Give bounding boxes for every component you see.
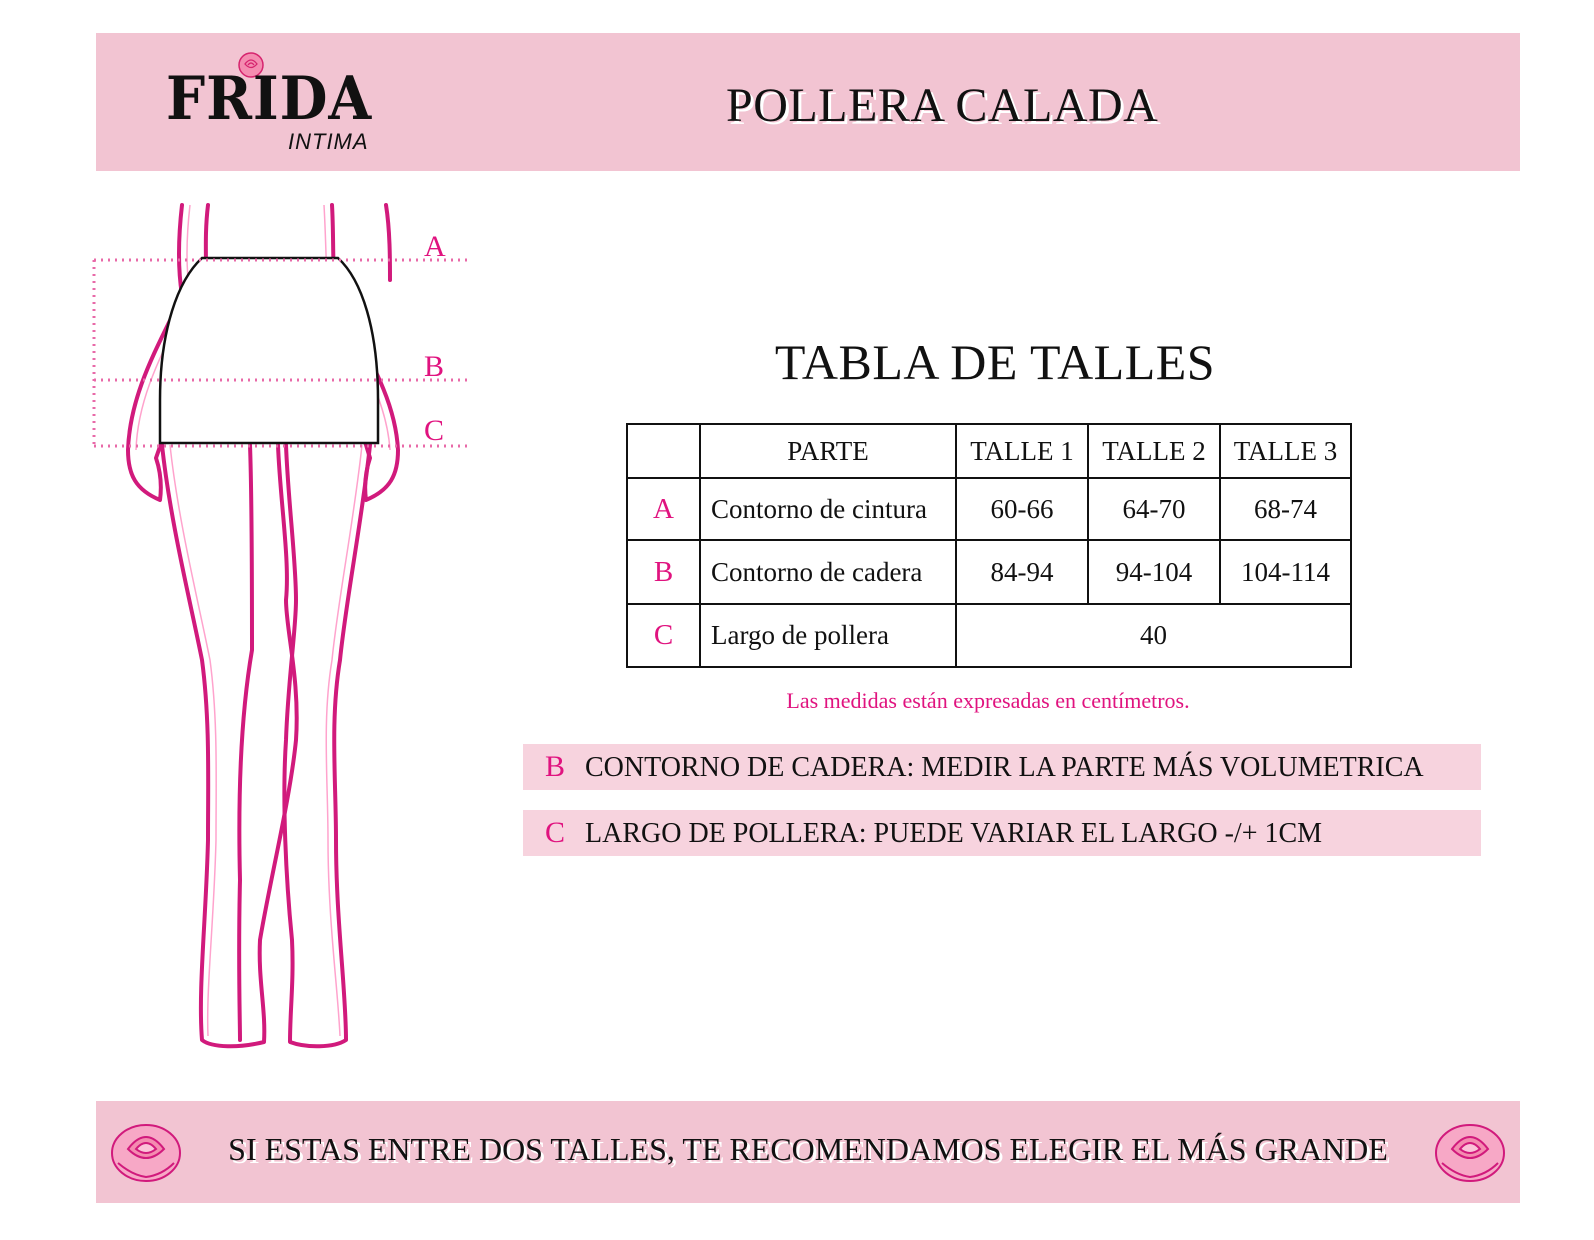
- info-text: CONTORNO DE CADERA: MEDIR LA PARTE MÁS VOLUMETRICA: [585, 752, 1424, 783]
- info-text: LARGO DE POLLERA: PUEDE VARIAR EL LARGO -/+ 1CM: [585, 818, 1323, 849]
- table-row: [627, 478, 1351, 540]
- info-bar-hip: [523, 744, 1481, 790]
- size-table: [626, 423, 1352, 668]
- table-header-cell: TALLE 2: [1088, 424, 1220, 478]
- table-header-cell: TALLE 1: [956, 424, 1088, 478]
- marker-label-b: B: [424, 350, 445, 383]
- footer-banner: [96, 1101, 1520, 1203]
- row-part: Contorno de cintura: [700, 478, 956, 540]
- table-row: [627, 604, 1351, 667]
- size-value: 104-114: [1220, 540, 1351, 604]
- brand-subtitle: INTIMA: [288, 129, 369, 154]
- row-letter: B: [627, 540, 700, 604]
- table-header-row: [627, 424, 1351, 478]
- size-value: 84-94: [956, 540, 1088, 604]
- skirt-outline: [160, 258, 378, 443]
- row-letter: A: [627, 478, 700, 540]
- product-title: POLLERA CALADA: [726, 79, 1159, 132]
- row-letter: C: [627, 604, 700, 667]
- marker-label-c: C: [424, 414, 445, 447]
- units-note: Las medidas están expresadas en centímetros.: [786, 688, 1190, 713]
- header-banner: [96, 33, 1520, 171]
- size-value: 68-74: [1220, 478, 1351, 540]
- footer-recommendation: SI ESTAS ENTRE DOS TALLES, TE RECOMENDAMOS ELEGIR EL MÁS GRANDE: [228, 1131, 1388, 1167]
- table-header-cell: PARTE: [700, 424, 956, 478]
- size-value: 64-70: [1088, 478, 1220, 540]
- info-letter: C: [545, 816, 566, 849]
- rose-icon: [1432, 1119, 1508, 1185]
- size-value: 94-104: [1088, 540, 1220, 604]
- row-part: Contorno de cadera: [700, 540, 956, 604]
- size-value: 60-66: [956, 478, 1088, 540]
- table-header-cell: [627, 424, 700, 478]
- info-bar-length: [523, 810, 1481, 856]
- row-part: Largo de pollera: [700, 604, 956, 667]
- info-letter: B: [545, 750, 566, 783]
- table-header-cell: TALLE 3: [1220, 424, 1351, 478]
- brand-name: FRIDA: [166, 64, 373, 134]
- size-table-title: TABLA DE TALLES: [774, 334, 1216, 390]
- marker-label-a: A: [424, 230, 446, 263]
- table-row: [627, 540, 1351, 604]
- brand-logo: [166, 63, 376, 163]
- body-figure-illustration: [90, 200, 490, 1080]
- rose-icon: [108, 1119, 184, 1185]
- size-value-all: 40: [956, 604, 1351, 667]
